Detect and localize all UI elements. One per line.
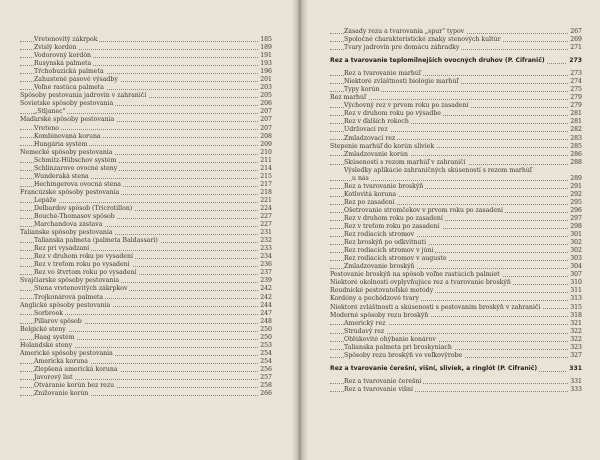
toc-entry-title: Pestovanie broskýň na spôsob voľne rastúcich palmiet — [330, 271, 500, 279]
toc-entry-page-number: 233 — [260, 245, 272, 253]
toc-entry-page-number: 257 — [260, 373, 272, 381]
toc-entry-page-number: 323 — [570, 343, 582, 351]
toc-entry — [20, 334, 272, 342]
toc-entry-title: Štepenie marhúľ do korún slivíek — [330, 142, 435, 150]
toc-entry-title: Znižovanie korún — [34, 390, 89, 398]
toc-chapter-heading — [330, 52, 582, 70]
toc-entry-page-number: 283 — [570, 134, 582, 142]
toc-entry-page-number: 227 — [260, 221, 272, 229]
toc-entry — [330, 247, 582, 255]
toc-entry-page-number: 292 — [570, 190, 582, 198]
book-gutter — [292, 0, 308, 460]
toc-entry-page-number: 247 — [260, 309, 272, 317]
toc-entry — [20, 277, 272, 285]
toc-entry-title: Rez a tvarovanie broskýň — [344, 182, 424, 190]
toc-entry-title: Vretenovitý zákrpok — [34, 36, 98, 43]
toc-entry-page-number: 315 — [570, 303, 582, 311]
toc-entry-page-number: 273 — [567, 52, 582, 70]
toc-entry — [20, 60, 272, 68]
toc-entry-page-number: 279 — [570, 102, 582, 110]
toc-entry-page-number: 295 — [570, 198, 582, 206]
toc-entry-page-number: 301 — [570, 231, 582, 239]
toc-entry-title: Niektoré okolnosti ovplyvňujúce rez a tvarovanie broskýň — [330, 279, 511, 287]
toc-entry-page-number: 313 — [570, 295, 582, 303]
toc-entry — [20, 245, 272, 253]
toc-entry-page-number: 296 — [570, 206, 582, 214]
toc-entry-page-number: 331 — [570, 377, 582, 385]
toc-entry-page-number: 253 — [260, 341, 272, 349]
toc-entry-title: Hungária systém — [34, 140, 88, 148]
toc-entry-page-number: 281 — [570, 118, 582, 126]
toc-entry-page-number: 333 — [570, 385, 582, 393]
toc-entry — [330, 207, 582, 215]
toc-entry-title: Rez pri vysádzaní — [34, 245, 90, 253]
toc-entry-title: Rez v treťom roku po zasadení — [344, 223, 440, 231]
toc-entry-title: Výsledky aplikácie zahraničných skúseností s rezom marhúľ — [344, 166, 532, 174]
toc-entry-page-number: 331 — [567, 360, 582, 378]
toc-entry — [20, 326, 272, 334]
toc-entry-page-number: 221 — [260, 196, 272, 204]
toc-entry — [20, 374, 272, 382]
toc-entry — [20, 366, 272, 374]
toc-entry-title: Zlepšená americká koruna — [34, 365, 118, 373]
left-page — [0, 0, 298, 460]
toc-entry — [330, 118, 582, 126]
toc-entry — [330, 352, 582, 360]
toc-entry-page-number: 236 — [260, 261, 272, 269]
toc-entry — [20, 197, 272, 205]
toc-entry-page-number: 224 — [260, 204, 272, 212]
toc-entry-title: Belgické steny — [20, 325, 66, 333]
toc-entry — [330, 175, 582, 183]
toc-entry-title: Rez po zasadení — [344, 198, 395, 206]
toc-entry-title: Americký rez — [344, 319, 386, 327]
toc-entry-title: Haag systém — [34, 333, 75, 341]
toc-entry — [330, 110, 582, 118]
toc-entry — [20, 342, 272, 350]
toc-entry — [20, 237, 272, 245]
toc-entry-title: Zmladzovací rez — [344, 134, 396, 142]
toc-entry — [20, 181, 272, 189]
toc-entry — [330, 199, 582, 207]
toc-entry-page-number: 302 — [570, 239, 582, 247]
toc-entry — [20, 44, 272, 52]
toc-entry-title: Lepáže — [34, 196, 57, 204]
toc-entry-page-number: 318 — [570, 311, 582, 319]
toc-entry-title: Kotlovitá koruna — [344, 190, 397, 198]
toc-entry-title: Vodorovný kordón — [34, 52, 92, 60]
toc-entry-page-number: 234 — [260, 253, 272, 261]
toc-entry-page-number: 304 — [570, 263, 582, 271]
toc-entry-page-number: 271 — [570, 44, 582, 52]
toc-entry-page-number: 281 — [570, 110, 582, 118]
toc-entry-page-number: 209 — [260, 140, 272, 148]
toc-entry — [20, 302, 272, 310]
toc-entry-title: Typy korún — [344, 86, 380, 94]
toc-entry — [330, 255, 582, 263]
toc-entry-title: Schmitz-Hübschov systém — [34, 156, 117, 164]
toc-entry-title: Zmladzovanie broskýň — [344, 263, 415, 271]
toc-entry-title: u nás — [352, 174, 369, 182]
toc-entry-title: Spôsoby pestovania jadrovín v zahraničí — [20, 92, 147, 100]
toc-entry — [330, 159, 582, 167]
toc-entry-title: Rez a tvarovanie marhúľ — [344, 70, 421, 78]
toc-entry-title: Sorbrook — [34, 309, 64, 317]
toc-entry-page-number: 217 — [260, 180, 272, 188]
toc-entry-page-number: 291 — [570, 182, 582, 190]
toc-entry — [20, 229, 272, 237]
toc-entry-page-number: 201 — [260, 76, 272, 84]
toc-entry-page-number: 258 — [260, 382, 272, 390]
toc-entry-page-number: 227 — [260, 213, 272, 221]
toc-entry-title: Rez v druhom roku po vysadení — [34, 253, 133, 261]
toc-entry-page-number: 297 — [570, 214, 582, 222]
toc-entry — [330, 191, 582, 199]
toc-entry-title: Wunderaká stena — [34, 172, 89, 180]
toc-entry-title: Rez vo štvrtom roku po vysadení — [34, 269, 137, 277]
toc-entry — [20, 76, 272, 84]
toc-entry-page-number: 289 — [570, 174, 582, 182]
toc-entry — [20, 205, 272, 213]
right-page — [300, 0, 600, 460]
toc-entry-title: Tŕchobuzická palmeta — [34, 68, 104, 76]
toc-entry — [330, 86, 582, 94]
toc-entry — [330, 378, 582, 386]
toc-entry-page-number: 286 — [570, 150, 582, 158]
toc-entry-title: Spôsoby rezu broskýň vo veľkovýrobe — [344, 351, 463, 359]
toc-entry-page-number: 214 — [260, 164, 272, 172]
toc-entry-title: Rez v druhom roku po zasadení — [344, 214, 443, 222]
toc-entry-page-number: 211 — [260, 156, 272, 164]
toc-entry-page-number: 203 — [260, 84, 272, 92]
toc-entry-page-number: 193 — [260, 60, 272, 68]
toc-entry — [330, 231, 582, 239]
toc-entry-page-number: 250 — [260, 325, 272, 333]
toc-entry-title: Rez v druhom roku po výsadbe — [344, 110, 441, 118]
toc-entry-title: Zvislý kordón — [34, 44, 77, 52]
toc-entry — [330, 36, 582, 44]
toc-entry — [330, 126, 582, 134]
toc-entry-title: Maďarské spôsoby pestovania — [20, 116, 115, 124]
toc-entry — [20, 253, 272, 261]
toc-entry-title: „Stljanec" — [34, 108, 66, 116]
toc-entry-page-number: 266 — [260, 390, 272, 398]
toc-entry-title: Rez rodiacich stromov — [344, 231, 415, 239]
toc-entry — [20, 68, 272, 76]
toc-entry-title: Anglické spôsoby pestovania — [20, 301, 111, 309]
toc-entry — [330, 295, 582, 303]
toc-entry-title: Spoločné charakteristické znaky stenových kultúr — [344, 36, 501, 44]
toc-entry — [330, 167, 582, 175]
toc-entry-title: Výchovný rez v prvom roku po zasadení — [344, 102, 469, 110]
toc-entry-page-number: 279 — [570, 94, 582, 102]
toc-entry — [20, 318, 272, 326]
toc-entry — [330, 78, 582, 86]
toc-entry — [330, 44, 582, 52]
toc-entry-title: Ošetrovanie stromčekov v prvom roku po zasadení — [344, 206, 504, 214]
toc-entry-title: Zahustené pásové výsadby — [34, 76, 118, 84]
toc-entry-page-number: 274 — [570, 78, 582, 86]
toc-entry-title: Rez rodiacich stromov v júni — [344, 247, 434, 255]
toc-entry-page-number: 206 — [260, 100, 272, 108]
toc-entry-title: Niektoré zvláštnosti a skúsenosti s pestovaním broskýň v zahraničí — [330, 303, 541, 311]
toc-entry-title: Nemecké spôsoby pestovania — [20, 148, 113, 156]
toc-entry-title: Americké spôsoby pestovania — [20, 349, 113, 357]
toc-entry-page-number: 237 — [260, 269, 272, 277]
toc-entry-page-number: 288 — [570, 158, 582, 166]
toc-entry — [330, 263, 582, 271]
toc-entry-page-number: 215 — [260, 172, 272, 180]
toc-entry-title: Rez a tvarovanie teplomilnejších ovocných druhov (P. Cifranič) — [330, 57, 545, 65]
toc-entry-title: Americká koruna — [34, 357, 88, 365]
toc-entry-title: Bouché-Thomasov spôsob — [34, 213, 115, 221]
toc-entry — [20, 84, 272, 92]
toc-entry-title: Rez a tvarovanie čerešní, višní, slivíek, a ringlót (P. Cifranič) — [330, 364, 538, 372]
toc-entry-title: Hechingerova ovocná stena — [34, 180, 121, 188]
toc-entry — [330, 386, 582, 394]
toc-entry — [330, 143, 582, 151]
toc-entry-page-number: 218 — [260, 188, 272, 196]
toc-entry-page-number: 231 — [260, 229, 272, 237]
toc-entry-page-number: 321 — [570, 319, 582, 327]
toc-entry — [330, 102, 582, 110]
toc-entry — [20, 133, 272, 141]
toc-entry — [20, 350, 272, 358]
toc-entry-title: Javorový list — [34, 373, 73, 381]
toc-entry-title: Otváranie korún bez rezu — [34, 382, 115, 390]
toc-entry-page-number: 208 — [260, 132, 272, 140]
left-toc-list — [20, 36, 272, 398]
toc-entry-title: Stena vretenovitých zákrpkov — [34, 285, 128, 293]
toc-entry-title: Schlinzarove ovocné steny — [34, 164, 118, 172]
toc-entry-page-number: 302 — [570, 247, 582, 255]
toc-entry-page-number: 285 — [570, 142, 582, 150]
toc-entry-title: Švajčiarske spôsoby pestovania — [20, 277, 120, 285]
toc-entry — [330, 336, 582, 344]
toc-entry — [20, 157, 272, 165]
toc-entry-page-number: 244 — [260, 301, 272, 309]
toc-entry-page-number: 303 — [570, 255, 582, 263]
toc-entry-title: Talianske spôsoby pestovania — [20, 229, 113, 237]
toc-chapter-heading — [330, 360, 582, 378]
toc-entry-title: Trojkonárová palmeta — [34, 293, 104, 301]
toc-entry — [330, 215, 582, 223]
toc-entry-page-number: 210 — [260, 148, 272, 156]
toc-entry-page-number: 327 — [570, 351, 582, 359]
toc-entry-title: Tvary jadrovín pre domácu záhradky — [344, 44, 460, 52]
toc-entry — [330, 135, 582, 143]
toc-entry-title: Oblúkovité ohýbanie konárov — [344, 335, 436, 343]
toc-entry — [330, 239, 582, 247]
toc-entry-title: Talianska palmeta (palmeta Baldassari) — [34, 237, 158, 245]
toc-entry — [20, 213, 272, 221]
toc-entry — [20, 382, 272, 390]
toc-entry — [20, 390, 272, 398]
toc-entry — [330, 223, 582, 231]
right-toc-list — [330, 28, 582, 394]
toc-entry-page-number: 282 — [570, 126, 582, 134]
toc-entry — [330, 304, 582, 312]
toc-entry — [20, 52, 272, 60]
toc-entry-page-number: 242 — [260, 285, 272, 293]
toc-entry-page-number: 254 — [260, 349, 272, 357]
toc-entry — [330, 183, 582, 191]
toc-entry — [330, 94, 582, 102]
toc-entry-page-number: 254 — [260, 357, 272, 365]
toc-entry-page-number: 207 — [260, 124, 272, 132]
toc-entry — [330, 344, 582, 352]
toc-entry-page-number: 250 — [260, 333, 272, 341]
toc-entry-title: Voľne rastúca palmeta — [34, 84, 104, 92]
toc-entry — [20, 189, 272, 197]
toc-entry — [20, 310, 272, 318]
toc-entry — [20, 141, 272, 149]
toc-entry-title: Marchandova zástava — [34, 221, 103, 229]
toc-entry-page-number: 269 — [570, 36, 582, 44]
toc-entry-title: Francúzske spôsoby pestovania — [20, 188, 120, 196]
toc-entry-title: Skúsenosti s rezom marhúľ v zahraničí — [344, 158, 466, 166]
toc-entry-page-number: 207 — [260, 116, 272, 124]
toc-entry-page-number: 322 — [570, 327, 582, 335]
toc-entry — [20, 36, 272, 44]
toc-entry — [330, 328, 582, 336]
toc-entry-title: Rez v treťom roku po vysadení — [34, 261, 130, 269]
toc-entry-title: Moderné spôsoby rezu broskýň — [330, 311, 429, 319]
toc-entry-page-number: 322 — [570, 335, 582, 343]
toc-entry-page-number: 307 — [570, 271, 582, 279]
toc-entry-page-number: 196 — [260, 68, 272, 76]
toc-entry-page-number: 273 — [570, 70, 582, 78]
toc-entry-page-number: 298 — [570, 223, 582, 231]
toc-entry-title: Vreteno — [34, 124, 59, 132]
toc-entry — [20, 92, 272, 100]
toc-entry — [330, 28, 582, 36]
toc-entry-title: Rez v ďalších rokoch — [344, 118, 409, 126]
toc-entry-title: Rez rodiacich stromov v auguste — [344, 255, 447, 263]
toc-entry — [330, 151, 582, 159]
toc-entry-page-number: 311 — [570, 287, 582, 295]
toc-entry-page-number: 232 — [260, 237, 272, 245]
toc-entry-title: Roudnické pestovateľské metódy — [330, 287, 434, 295]
toc-entry-title: Rez broskýň po odkvitnutí — [344, 239, 427, 247]
toc-entry — [20, 149, 272, 157]
toc-entry-title: Rusynská palmeta — [34, 60, 92, 68]
toc-entry — [20, 173, 272, 181]
toc-entry-page-number: 310 — [570, 279, 582, 287]
toc-entry-title: Rez marhúľ — [330, 94, 367, 102]
toc-entry-page-number: 242 — [260, 293, 272, 301]
toc-entry — [330, 279, 582, 287]
toc-entry-page-number: 207 — [260, 108, 272, 116]
toc-entry-page-number: 189 — [260, 44, 272, 52]
toc-entry-title: Kordóny a pochôdzové tvary — [330, 295, 419, 303]
toc-entry-page-number: 275 — [570, 86, 582, 94]
toc-entry-title: Strúdavý rez — [344, 327, 385, 335]
toc-entry-page-number: 239 — [260, 277, 272, 285]
toc-entry-title: Holandské steny — [20, 341, 73, 349]
toc-entry-title: Talianska palmeta pri broskyniach — [344, 343, 452, 351]
toc-entry-page-number: 191 — [260, 52, 272, 60]
toc-entry — [20, 116, 272, 124]
toc-entry-title: Sovietske spôsoby pestovania — [20, 100, 114, 108]
toc-entry-page-number: 248 — [260, 317, 272, 325]
toc-entry-title: Zmladzovanie korún — [344, 150, 408, 158]
toc-entry-title: Udržovací rez — [344, 126, 388, 134]
toc-entry — [20, 269, 272, 277]
toc-entry-title: Kombinovaná koruna — [34, 132, 101, 140]
toc-entry — [20, 165, 272, 173]
toc-entry — [20, 285, 272, 293]
toc-entry-page-number: 205 — [260, 92, 272, 100]
toc-entry — [330, 312, 582, 320]
toc-entry-title: Rez a tvarovanie čerešní — [344, 377, 422, 385]
toc-entry-page-number: 185 — [260, 36, 272, 43]
toc-entry-title: Pillarov spôsob — [34, 317, 82, 325]
toc-entry-title: Delbardov spôsob (Tricrotillon) — [34, 204, 133, 212]
toc-entry — [20, 358, 272, 366]
toc-entry — [20, 125, 272, 133]
toc-entry — [20, 100, 272, 108]
toc-entry-title: Rez a tvarovanie višní — [344, 385, 413, 393]
toc-entry — [330, 287, 582, 295]
toc-entry-title: Niektoré zvláštnosti biológie marhúľ — [344, 78, 459, 86]
toc-entry-title: Zásady rezu a tvarovania „spur" typov — [344, 28, 465, 35]
toc-entry — [20, 221, 272, 229]
toc-entry — [330, 320, 582, 328]
toc-entry — [330, 271, 582, 279]
toc-entry — [20, 261, 272, 269]
toc-entry — [20, 294, 272, 302]
toc-entry-page-number: 267 — [570, 28, 582, 35]
toc-entry-page-number: 256 — [260, 365, 272, 373]
toc-entry — [20, 108, 272, 116]
toc-entry — [330, 70, 582, 78]
